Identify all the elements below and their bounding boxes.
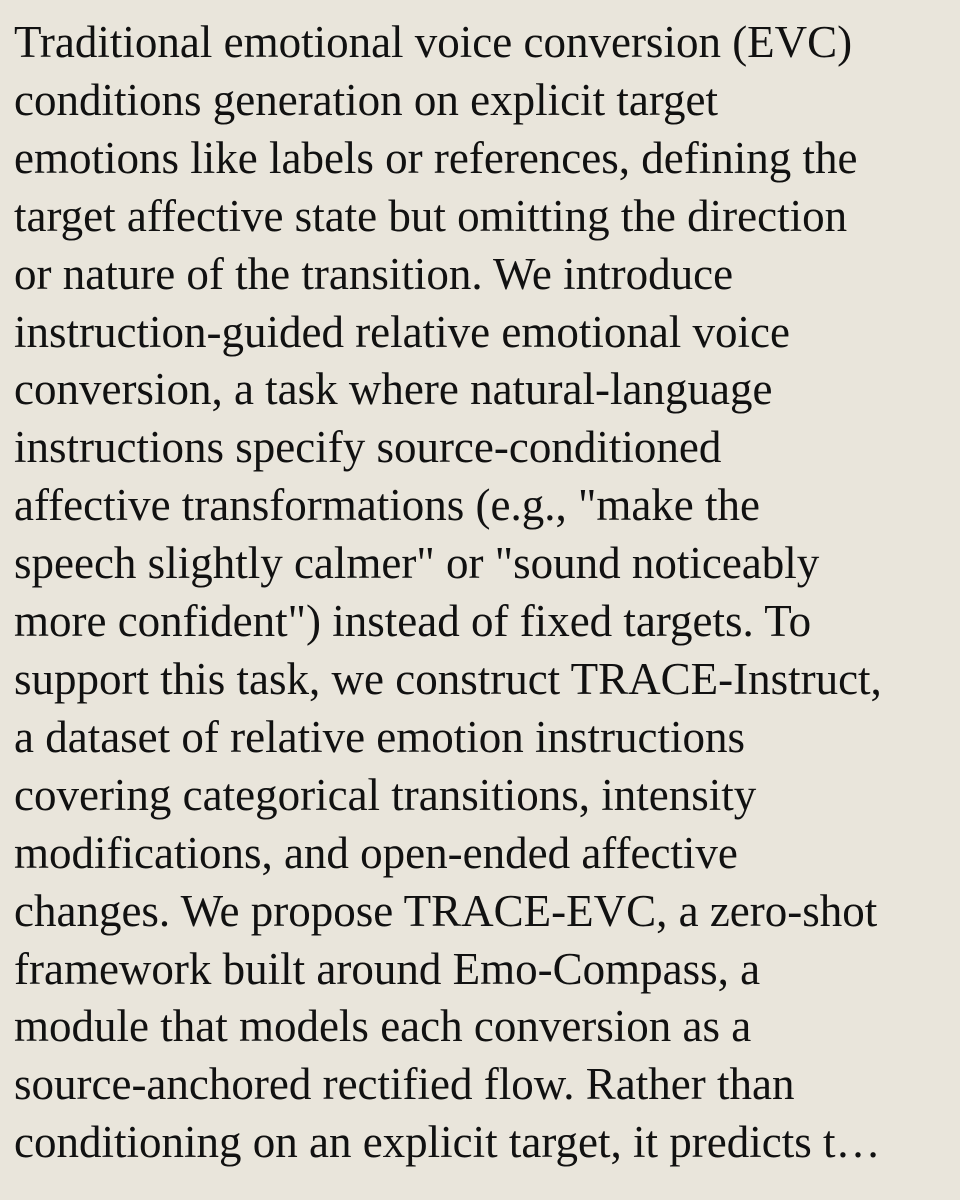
abstract-text [14,14,946,1172]
text-line: instructions specify source-conditioned [14,422,722,473]
text-line: covering categorical transitions, intensity [14,769,757,820]
text-line: more confident") instead of fixed targets. To [14,596,812,647]
text-line: emotions like labels or references, defining the [14,132,858,183]
text-line: source-anchored rectified flow. Rather than [14,1059,795,1110]
text-line: Traditional emotional voice conversion (EVC) [14,17,853,67]
text-line: modifications, and open-ended affective [14,827,738,878]
text-line: framework built around Emo-Compass, a [14,943,761,994]
text-line: target affective state but omitting the direction [14,190,848,241]
text-line: affective transformations (e.g., "make the [14,480,760,531]
text-line: conditions generation on explicit target [14,74,718,125]
text-line: conditioning on an explicit target, it predicts t… [14,1117,881,1168]
text-line: a dataset of relative emotion instructions [14,711,746,762]
text-line: or nature of the transition. We introduce [14,248,734,299]
text-line: conversion, a task where natural-language [14,364,773,415]
text-line: changes. We propose TRACE-EVC, a zero-shot [14,885,878,936]
text-line: support this task, we construct TRACE-Instruct, [14,653,882,704]
text-line: speech slightly calmer" or "sound noticeably [14,538,820,589]
text-line: instruction-guided relative emotional voice [14,306,791,357]
text-line: module that models each conversion as a [14,1001,752,1052]
